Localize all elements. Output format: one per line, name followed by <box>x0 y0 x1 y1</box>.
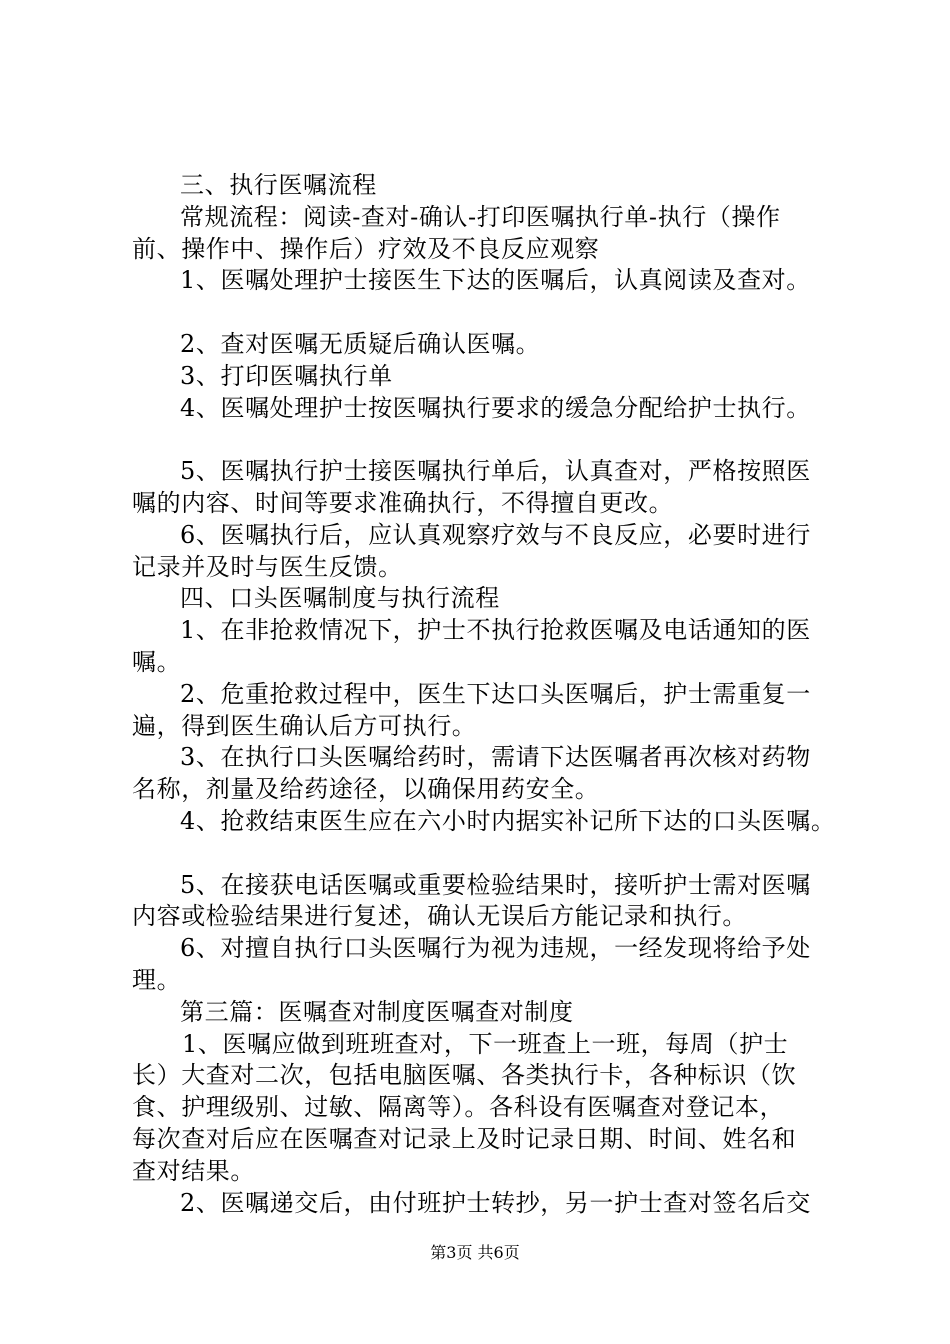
paragraph-line: 6、医嘱执行后，应认真观察疗效与不良反应，必要时进行 <box>180 520 811 549</box>
paragraph-line: 每次查对后应在医嘱查对记录上及时记录日期、时间、姓名和 <box>132 1124 797 1153</box>
blank-line <box>132 297 832 329</box>
paragraph-line: 1、在非抢救情况下，护士不执行抢救医嘱及电话通知的医 <box>180 616 811 645</box>
paragraph-line: 长）大查对二次，包括电脑医嘱、各类执行卡，各种标识（饮 <box>132 1061 797 1090</box>
paragraph-line: 2、危重抢救过程中，医生下达口头医嘱后，护士需重复一 <box>180 679 811 708</box>
section-heading: 四、口头医嘱制度与执行流程 <box>180 584 500 613</box>
document-body <box>132 170 836 1219</box>
paragraph-line: 4、抢救结束医生应在六小时内据实补记所下达的口头医嘱。 <box>180 806 836 835</box>
paragraph-line: 2、查对医嘱无质疑后确认医嘱。 <box>180 329 541 358</box>
paragraph-line: 常规流程：阅读-查对-确认-打印医嘱执行单-执行（操作 <box>180 202 781 231</box>
paragraph-line: 1、医嘱处理护士接医生下达的医嘱后，认真阅读及查对。 <box>180 266 811 295</box>
paragraph-line: 遍，得到医生确认后方可执行。 <box>132 711 477 740</box>
paragraph-line: 内容或检验结果进行复述，确认无误后方能记录和执行。 <box>132 902 747 931</box>
page-footer: 第3页 共6页 <box>430 1243 520 1262</box>
paragraph-line: 5、在接获电话医嘱或重要检验结果时，接听护士需对医嘱 <box>180 870 811 899</box>
paragraph-line: 6、对擅自执行口头医嘱行为视为违规，一经发现将给予处 <box>180 934 811 963</box>
paragraph-line: 4、医嘱处理护士按医嘱执行要求的缓急分配给护士执行。 <box>180 393 811 422</box>
paragraph-line: 理。 <box>132 965 182 994</box>
paragraph-line: 名称，剂量及给药途径，以确保用药安全。 <box>132 775 600 804</box>
blank-line <box>132 424 832 456</box>
paragraph-line: 1、医嘱应做到班班查对，下一班查上一班，每周（护士 <box>182 1029 789 1058</box>
chapter-heading: 第三篇：医嘱查对制度医嘱查对制度 <box>180 997 574 1026</box>
paragraph-line: 嘱的内容、时间等要求准确执行，不得擅自更改。 <box>132 488 674 517</box>
section-heading: 三、执行医嘱流程 <box>180 171 377 199</box>
blank-line <box>132 838 832 870</box>
paragraph-line: 3、打印医嘱执行单 <box>180 361 393 390</box>
paragraph-line: 3、在执行口头医嘱给药时，需请下达医嘱者再次核对药物 <box>180 743 811 772</box>
paragraph-line: 嘱。 <box>132 647 182 676</box>
paragraph-line: 记录并及时与医生反馈。 <box>132 552 403 581</box>
paragraph-line: 5、医嘱执行护士接医嘱执行单后，认真查对，严格按照医 <box>180 457 811 486</box>
paragraph-line: 前、操作中、操作后）疗效及不良反应观察 <box>132 234 600 263</box>
paragraph-line: 2、医嘱递交后，由付班护士转抄，另一护士查对签名后交 <box>180 1188 811 1217</box>
paragraph-line: 查对结果。 <box>132 1156 255 1185</box>
paragraph-line: 食、护理级别、过敏、隔离等）。各科设有医嘱查对登记本， <box>132 1093 785 1122</box>
